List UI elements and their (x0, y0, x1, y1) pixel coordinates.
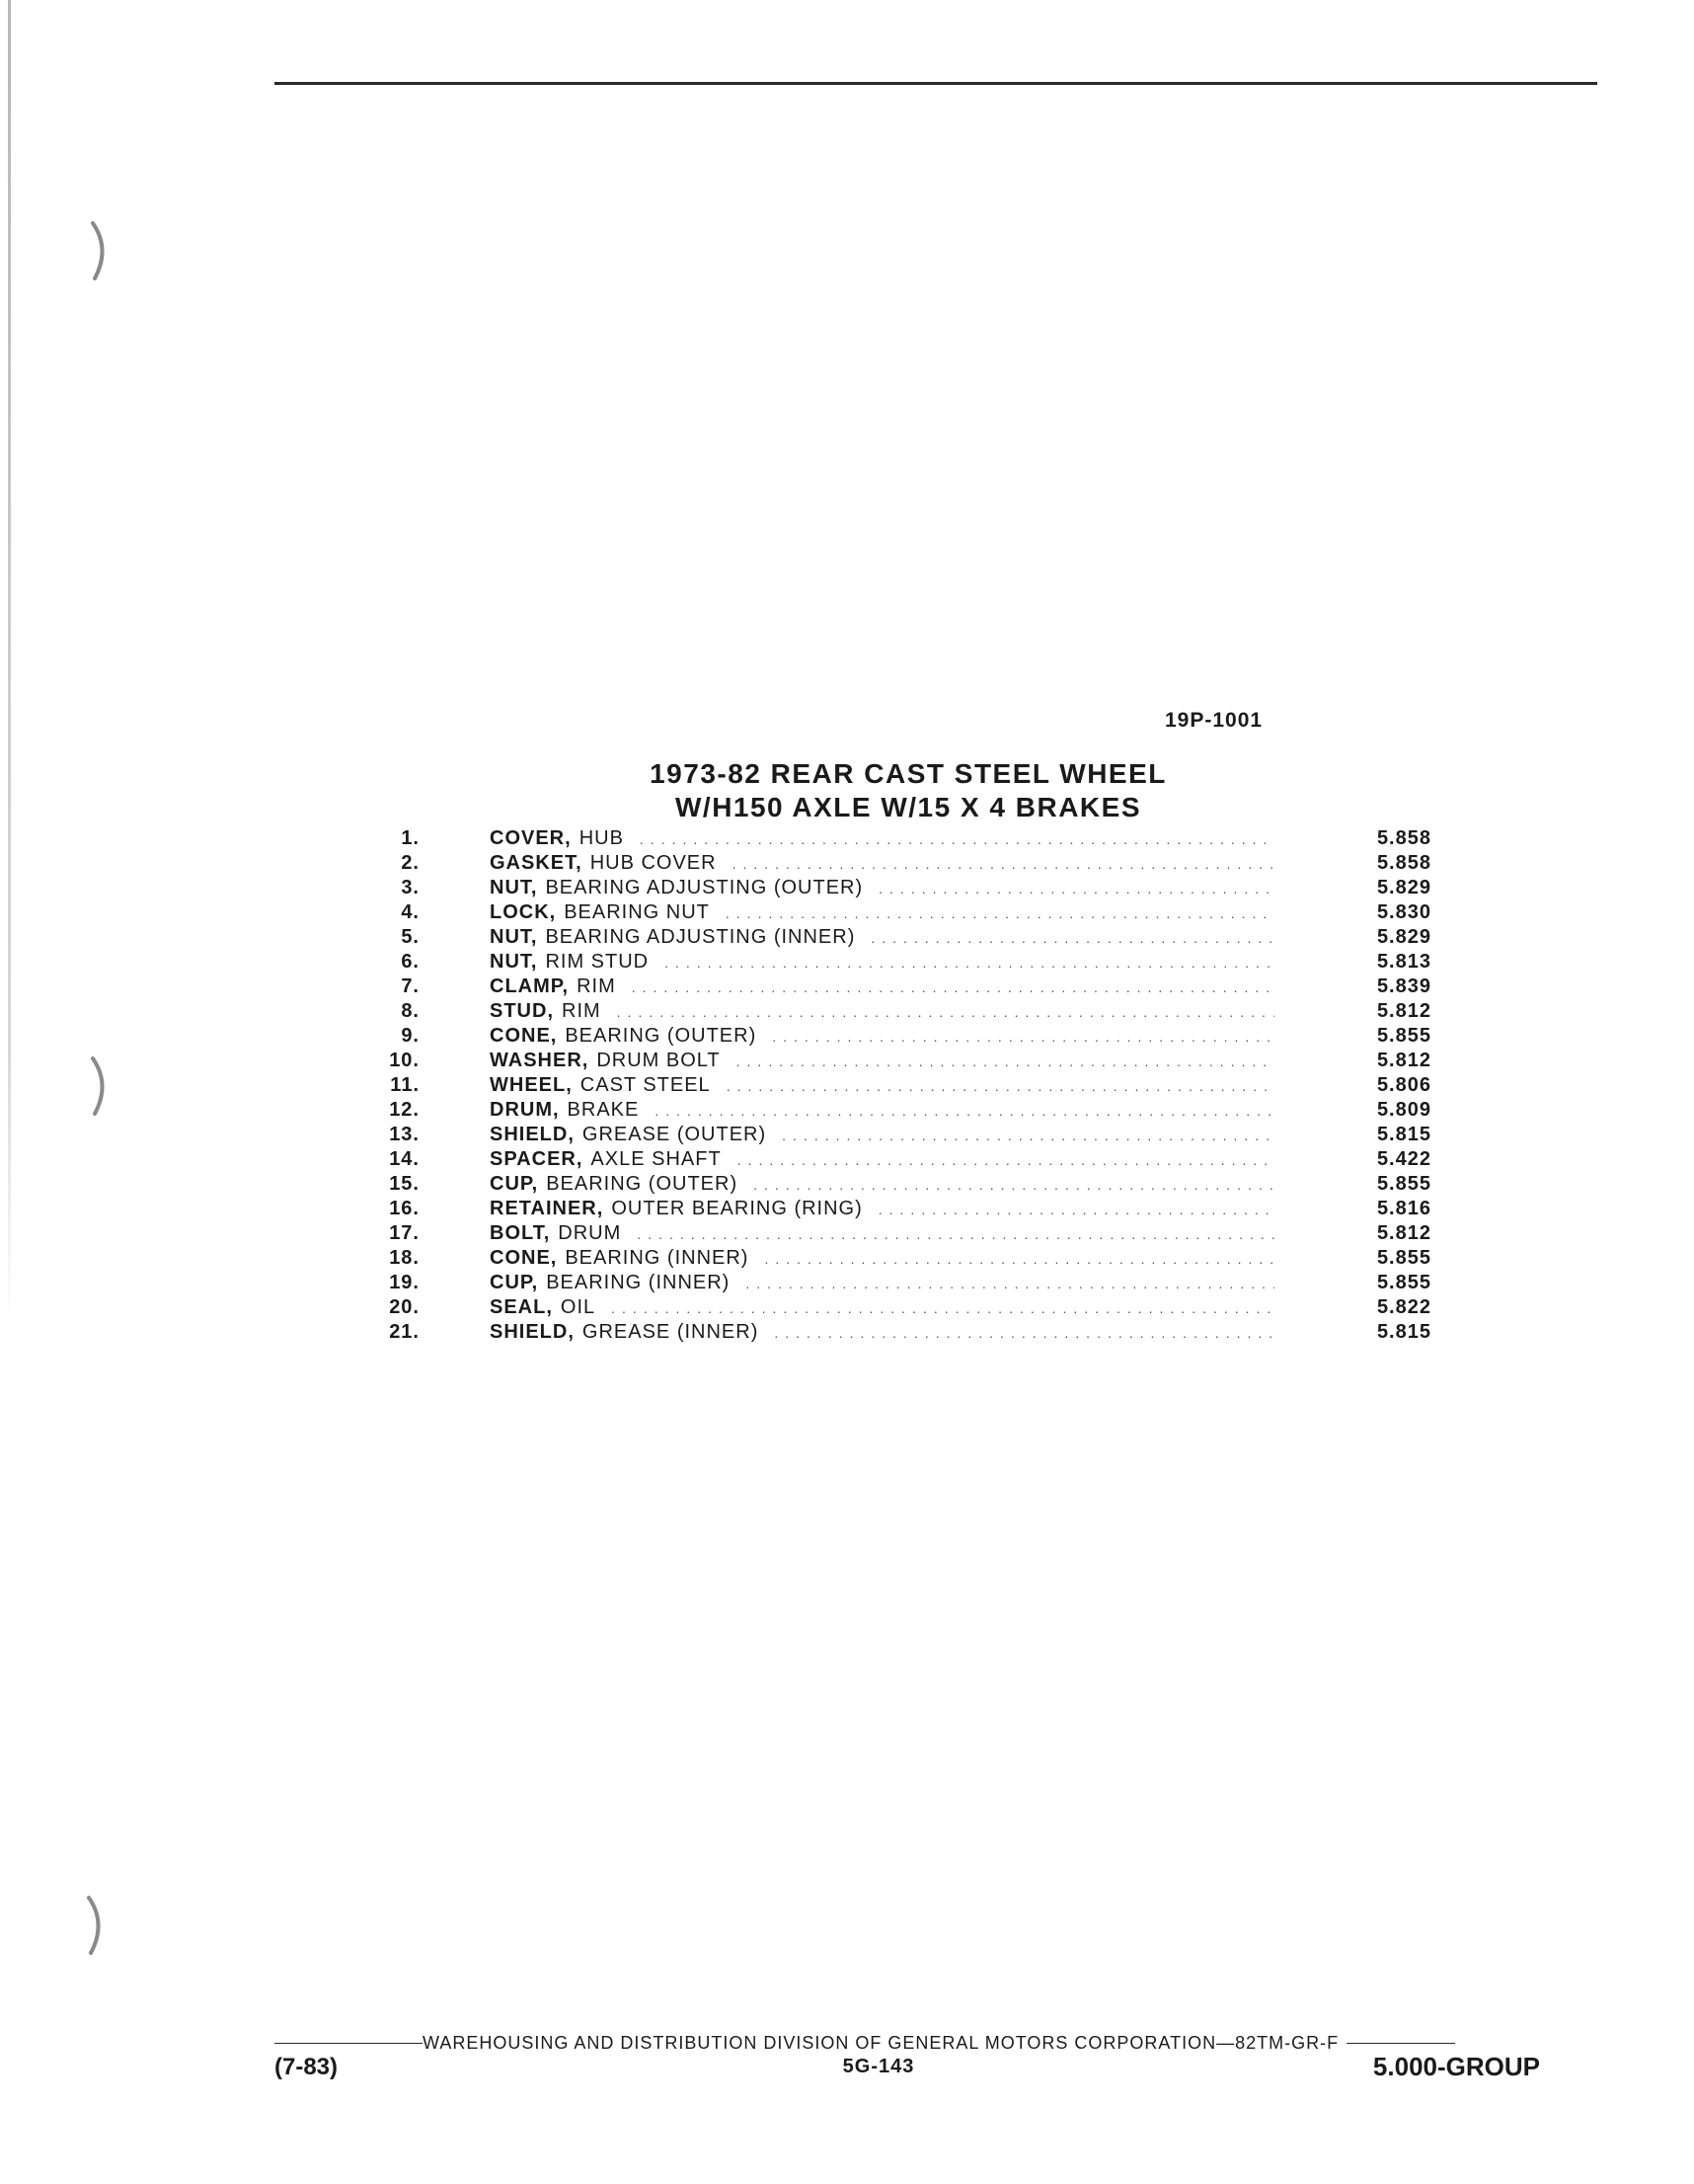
footer-dash-right (1347, 2043, 1455, 2044)
part-number: 3. (401, 877, 420, 898)
part-description (490, 1320, 1274, 1346)
list-item (375, 1197, 1431, 1221)
list-item (375, 1271, 1431, 1295)
part-number: 10. (389, 1050, 420, 1071)
part-description (490, 950, 1274, 975)
part-name: NUT, (490, 926, 538, 948)
part-name: GASKET, (490, 852, 582, 874)
part-name: CONE, (490, 1025, 558, 1047)
list-item (375, 999, 1431, 1024)
list-item (375, 851, 1431, 876)
part-detail: HUB COVER (589, 852, 717, 874)
part-description (490, 1049, 1274, 1074)
part-detail: OIL (560, 1296, 596, 1318)
part-detail: BEARING ADJUSTING (INNER) (545, 926, 856, 948)
part-number: 11. (390, 1074, 420, 1096)
part-reference: 5.830 (1376, 901, 1431, 923)
part-name: COVER, (490, 827, 572, 849)
list-item (375, 1147, 1431, 1172)
part-reference: 5.839 (1376, 975, 1431, 997)
dot-leader (664, 951, 1274, 975)
top-rule (274, 82, 1597, 85)
part-name: NUT, (490, 951, 538, 973)
list-item (375, 1246, 1431, 1271)
dot-leader (879, 877, 1274, 901)
part-description (490, 1271, 1274, 1296)
part-name: WASHER, (490, 1050, 589, 1071)
part-detail: BEARING (INNER) (565, 1247, 749, 1269)
dot-leader (637, 1222, 1274, 1247)
list-item (375, 876, 1431, 900)
part-description (490, 826, 1274, 852)
part-reference: 5.422 (1376, 1148, 1431, 1170)
part-number: 5. (401, 926, 420, 948)
part-number: 19. (389, 1272, 420, 1293)
part-description (490, 1024, 1274, 1050)
parts-list (375, 826, 1431, 1345)
part-number: 16. (389, 1198, 420, 1219)
list-item (375, 1024, 1431, 1049)
part-name: BOLT, (490, 1222, 551, 1244)
part-reference: 5.806 (1376, 1074, 1431, 1096)
part-number: 20. (389, 1296, 420, 1318)
part-detail: CAST STEEL (579, 1074, 711, 1096)
part-reference: 5.855 (1376, 1173, 1431, 1195)
part-name: CUP, (490, 1173, 539, 1195)
list-item (375, 1049, 1431, 1073)
page-title (553, 757, 1264, 824)
list-item (375, 1295, 1431, 1320)
part-detail: DRUM (558, 1222, 622, 1244)
part-reference: 5.858 (1376, 827, 1431, 849)
part-name: LOCK, (490, 901, 557, 923)
part-description (490, 1246, 1274, 1272)
part-name: SEAL, (490, 1296, 553, 1318)
dot-leader (732, 852, 1274, 877)
list-item (375, 826, 1431, 851)
page-left-edge (8, 0, 11, 1323)
part-reference: 5.816 (1376, 1198, 1431, 1219)
part-detail: GREASE (INNER) (581, 1321, 759, 1343)
part-number: 8. (401, 1000, 420, 1022)
part-description (490, 975, 1274, 1000)
part-number: 17. (389, 1222, 420, 1244)
part-reference: 5.855 (1376, 1025, 1431, 1047)
part-number: 1. (401, 827, 420, 849)
part-name: SPACER, (490, 1148, 583, 1170)
dot-leader (654, 1099, 1274, 1124)
part-number: 14. (389, 1148, 420, 1170)
part-reference: 5.815 (1376, 1124, 1431, 1145)
part-detail: HUB (578, 827, 624, 849)
dot-leader (640, 827, 1274, 852)
part-number: 15. (389, 1173, 420, 1195)
part-description (490, 851, 1274, 877)
list-item (375, 1221, 1431, 1246)
list-item (375, 975, 1431, 999)
binder-hole-mark-icon (87, 219, 115, 282)
dot-leader (753, 1173, 1274, 1198)
part-description (490, 1197, 1274, 1222)
part-description (490, 1221, 1274, 1247)
part-number: 6. (401, 951, 420, 973)
dot-leader (736, 1050, 1274, 1074)
footer-date: (7-83) (274, 2054, 339, 2080)
dot-leader (745, 1272, 1274, 1296)
part-name: SHIELD, (490, 1321, 575, 1343)
part-description (490, 1123, 1274, 1148)
dot-leader (879, 1198, 1274, 1222)
binder-hole-mark-icon (87, 1054, 115, 1118)
part-reference: 5.829 (1376, 926, 1431, 948)
part-number: 21. (389, 1321, 420, 1343)
part-reference: 5.813 (1376, 951, 1431, 973)
part-detail: BEARING (OUTER) (546, 1173, 738, 1195)
part-description (490, 1073, 1274, 1099)
part-description (490, 1172, 1274, 1198)
list-item (375, 950, 1431, 975)
part-detail: BEARING NUT (564, 901, 710, 923)
list-item (375, 1172, 1431, 1197)
dot-leader (726, 901, 1274, 926)
part-detail: DRUM BOLT (596, 1050, 721, 1071)
part-number: 9. (401, 1025, 420, 1047)
list-item (375, 1123, 1431, 1147)
part-name: RETAINER, (490, 1198, 604, 1219)
part-name: CONE, (490, 1247, 558, 1269)
part-detail: BEARING ADJUSTING (OUTER) (545, 877, 864, 898)
part-description (490, 925, 1274, 951)
part-reference: 5.809 (1376, 1099, 1431, 1121)
list-item (375, 1320, 1431, 1345)
part-detail: BEARING (OUTER) (565, 1025, 757, 1047)
part-name: SHIELD, (490, 1124, 575, 1145)
dot-leader (632, 975, 1274, 1000)
dot-leader (611, 1296, 1274, 1321)
part-detail: AXLE SHAFT (590, 1148, 722, 1170)
part-reference: 5.822 (1376, 1296, 1431, 1318)
part-reference: 5.812 (1376, 1050, 1431, 1071)
dot-leader (727, 1074, 1274, 1099)
dot-leader (871, 926, 1274, 951)
part-number: 12. (389, 1099, 420, 1121)
footer-page-number: 5G-143 (842, 2056, 915, 2077)
part-description (490, 1098, 1274, 1124)
dot-leader (772, 1025, 1274, 1050)
part-name: STUD, (490, 1000, 554, 1022)
part-reference: 5.829 (1376, 877, 1431, 898)
footer-division-line (274, 2033, 1538, 2054)
part-number: 18. (389, 1247, 420, 1269)
part-description (490, 876, 1274, 901)
part-detail: BRAKE (567, 1099, 640, 1121)
footer-dash-left (274, 2043, 423, 2044)
part-description (490, 900, 1274, 926)
part-number: 7. (401, 975, 420, 997)
part-detail: BEARING (INNER) (546, 1272, 731, 1293)
part-description (490, 1147, 1274, 1173)
list-item (375, 1098, 1431, 1123)
part-reference: 5.858 (1376, 852, 1431, 874)
part-name: DRUM, (490, 1099, 560, 1121)
title-line-1: 1973-82 REAR CAST STEEL WHEEL (650, 758, 1167, 789)
title-line-2: W/H150 AXLE W/15 X 4 BRAKES (674, 792, 1141, 822)
list-item (375, 1073, 1431, 1098)
part-reference: 5.855 (1376, 1272, 1431, 1293)
list-item (375, 925, 1431, 950)
dot-leader (737, 1148, 1274, 1173)
part-detail: RIM STUD (545, 951, 650, 973)
part-reference: 5.812 (1376, 1000, 1431, 1022)
footer-division-text: WAREHOUSING AND DISTRIBUTION DIVISION OF GENERAL MOTORS CORPORATION—82TM-GR-F (423, 2033, 1340, 2053)
part-reference: 5.812 (1376, 1222, 1431, 1244)
part-description (490, 999, 1274, 1025)
part-detail: OUTER BEARING (RING) (611, 1198, 863, 1219)
dot-leader (617, 1000, 1274, 1025)
dot-leader (782, 1124, 1274, 1148)
dot-leader (774, 1321, 1274, 1346)
part-number: 2. (401, 852, 420, 874)
part-reference: 5.855 (1376, 1247, 1431, 1269)
part-description (490, 1295, 1274, 1321)
dot-leader (764, 1247, 1274, 1272)
part-reference: 5.815 (1376, 1321, 1431, 1343)
part-number: 13. (389, 1124, 420, 1145)
part-detail: GREASE (OUTER) (581, 1124, 767, 1145)
list-item (375, 900, 1431, 925)
part-detail: RIM (562, 1000, 601, 1022)
part-name: NUT, (490, 877, 538, 898)
part-name: CUP, (490, 1272, 539, 1293)
part-detail: RIM (577, 975, 616, 997)
binder-hole-mark-icon (83, 1894, 111, 1957)
footer-group: 5.000-GROUP (1372, 2052, 1540, 2081)
part-name: CLAMP, (490, 975, 570, 997)
part-name: WHEEL, (490, 1074, 573, 1096)
document-number: 19P-1001 (1165, 709, 1264, 732)
part-number: 4. (401, 901, 420, 923)
